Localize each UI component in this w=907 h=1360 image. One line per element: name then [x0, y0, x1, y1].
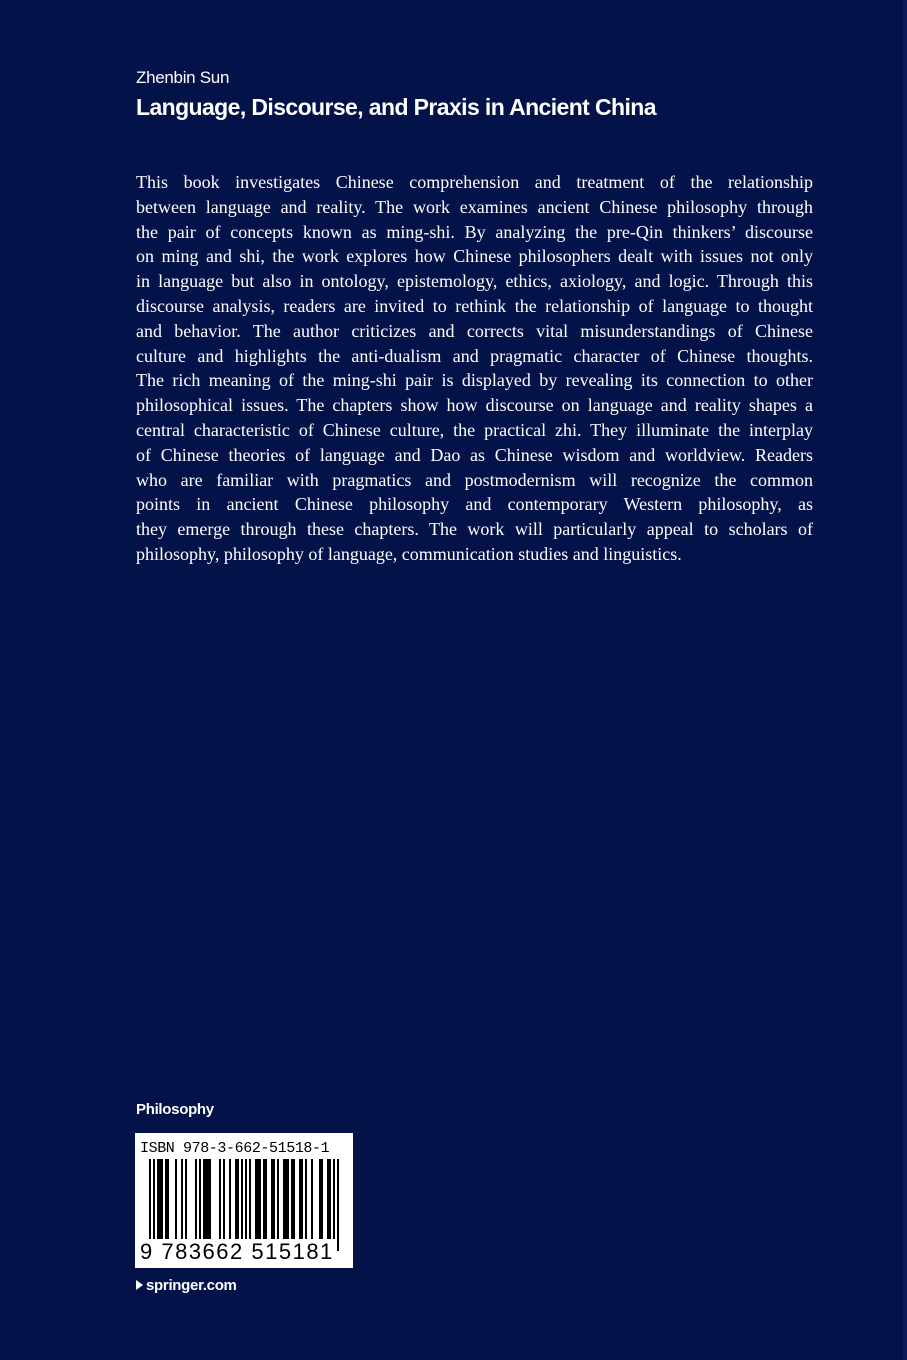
barcode-bar — [237, 1159, 239, 1239]
barcode-bar — [259, 1159, 261, 1239]
blurb-line: of Chinese theories of language and Dao as Chinese wisdom and worldview. Readers — [136, 444, 813, 465]
barcode-bar — [321, 1159, 323, 1239]
barcode-bar — [255, 1159, 257, 1239]
blurb-line: This book investigates Chinese comprehension and treatment of the relationship — [136, 172, 813, 192]
barcode-bar — [299, 1159, 301, 1239]
blurb-line: discourse analysis, readers are invited to rethink the relationship of language to thought — [136, 295, 813, 316]
blurb-line: central characteristic of Chinese culture, the practical zhi. They illuminate the interplay — [136, 419, 813, 440]
blurb-line: culture and highlights the anti-dualism and pragmatic character of Chinese thoughts. — [136, 345, 813, 366]
subject-category: Philosophy — [136, 1101, 214, 1118]
barcode-bar — [265, 1159, 267, 1239]
barcode-bar — [329, 1159, 331, 1239]
barcode-bar — [159, 1159, 161, 1239]
barcode-bar — [293, 1159, 295, 1239]
blurb-line: the pair of concepts known as ming-shi. By analyzing the pre-Qin thinkers’ discourse — [136, 221, 813, 242]
barcode-bar — [291, 1159, 293, 1239]
barcode-bar — [277, 1159, 279, 1239]
barcode-bar — [249, 1159, 251, 1239]
barcode-bar — [229, 1159, 231, 1239]
blurb-line: philosophical issues. The chapters show how discourse on language and reality shapes a — [136, 395, 813, 416]
barcode-bar — [305, 1159, 307, 1239]
barcode-bar — [207, 1159, 209, 1239]
barcode-bar — [245, 1159, 247, 1251]
blurb-line: between language and reality. The work examines ancient Chinese philosophy through — [136, 196, 813, 217]
barcode-bar — [199, 1159, 201, 1239]
barcode-bar — [223, 1159, 225, 1239]
isbn-barcode — [135, 1133, 353, 1268]
barcode-bar — [175, 1159, 177, 1239]
book-title: Language, Discourse, and Praxis in Ancient China — [136, 94, 656, 120]
barcode-bar — [209, 1159, 211, 1239]
blurb-line: on ming and shi, the work explores how Chinese philosophers dealt with issues not only — [136, 246, 813, 267]
blurb-line: and behavior. The author criticizes and corrects vital misunderstandings of Chinese — [136, 320, 813, 341]
blurb-line: philosophy, philosophy of language, communication studies and linguistics. — [136, 543, 682, 564]
barcode-bar — [271, 1159, 273, 1239]
publisher-website[interactable] — [136, 1277, 237, 1294]
barcode-bar — [167, 1159, 169, 1239]
barcode-bar — [195, 1159, 197, 1239]
blurb-line: who are familiar with pragmatics and postmodernism will recognize the common — [136, 469, 813, 490]
barcode-bar — [185, 1159, 187, 1239]
barcode-bar — [283, 1159, 285, 1239]
barcode-bar — [333, 1159, 335, 1251]
blurb-line: The rich meaning of the ming-shi pair is displayed by revealing its connection to other — [136, 370, 813, 391]
barcode-bar — [319, 1159, 321, 1239]
barcode-bar — [337, 1159, 339, 1251]
barcode-bar — [257, 1159, 259, 1239]
barcode-bar — [153, 1159, 155, 1251]
barcode-bar — [327, 1159, 329, 1239]
barcode-bar — [235, 1159, 237, 1239]
blurb-line: they emerge through these chapters. The work will particularly appeal to scholars of — [136, 519, 813, 540]
barcode-bar — [165, 1159, 167, 1239]
barcode-bar — [241, 1159, 243, 1251]
blurb-text — [136, 170, 813, 567]
blurb-line: points in ancient Chinese philosophy and contemporary Western philosophy, as — [136, 494, 813, 515]
barcode-bar — [203, 1159, 205, 1239]
barcode-bar — [263, 1159, 265, 1239]
website-label: springer.com — [146, 1277, 237, 1294]
isbn-label: ISBN 978-3-662-51518-1 — [140, 1140, 330, 1157]
barcode-bar — [273, 1159, 275, 1239]
barcode-bar — [149, 1159, 151, 1251]
cover-edge-strip — [903, 0, 907, 1360]
barcode-digits: 9 783662 515181 — [140, 1239, 337, 1265]
author-name: Zhenbin Sun — [136, 68, 230, 87]
barcode-bar — [285, 1159, 287, 1239]
barcode-bar — [181, 1159, 183, 1239]
barcode-bar — [301, 1159, 303, 1239]
barcode-bar — [311, 1159, 313, 1239]
barcode-bar — [205, 1159, 207, 1239]
barcode-bar — [161, 1159, 163, 1239]
barcode-bar — [287, 1159, 289, 1239]
barcode-bar — [157, 1159, 159, 1239]
triangle-right-icon — [136, 1280, 143, 1290]
blurb-line: in language but also in ontology, epistemology, ethics, axiology, and logic. Through this — [136, 271, 813, 292]
barcode-bar — [219, 1159, 221, 1239]
